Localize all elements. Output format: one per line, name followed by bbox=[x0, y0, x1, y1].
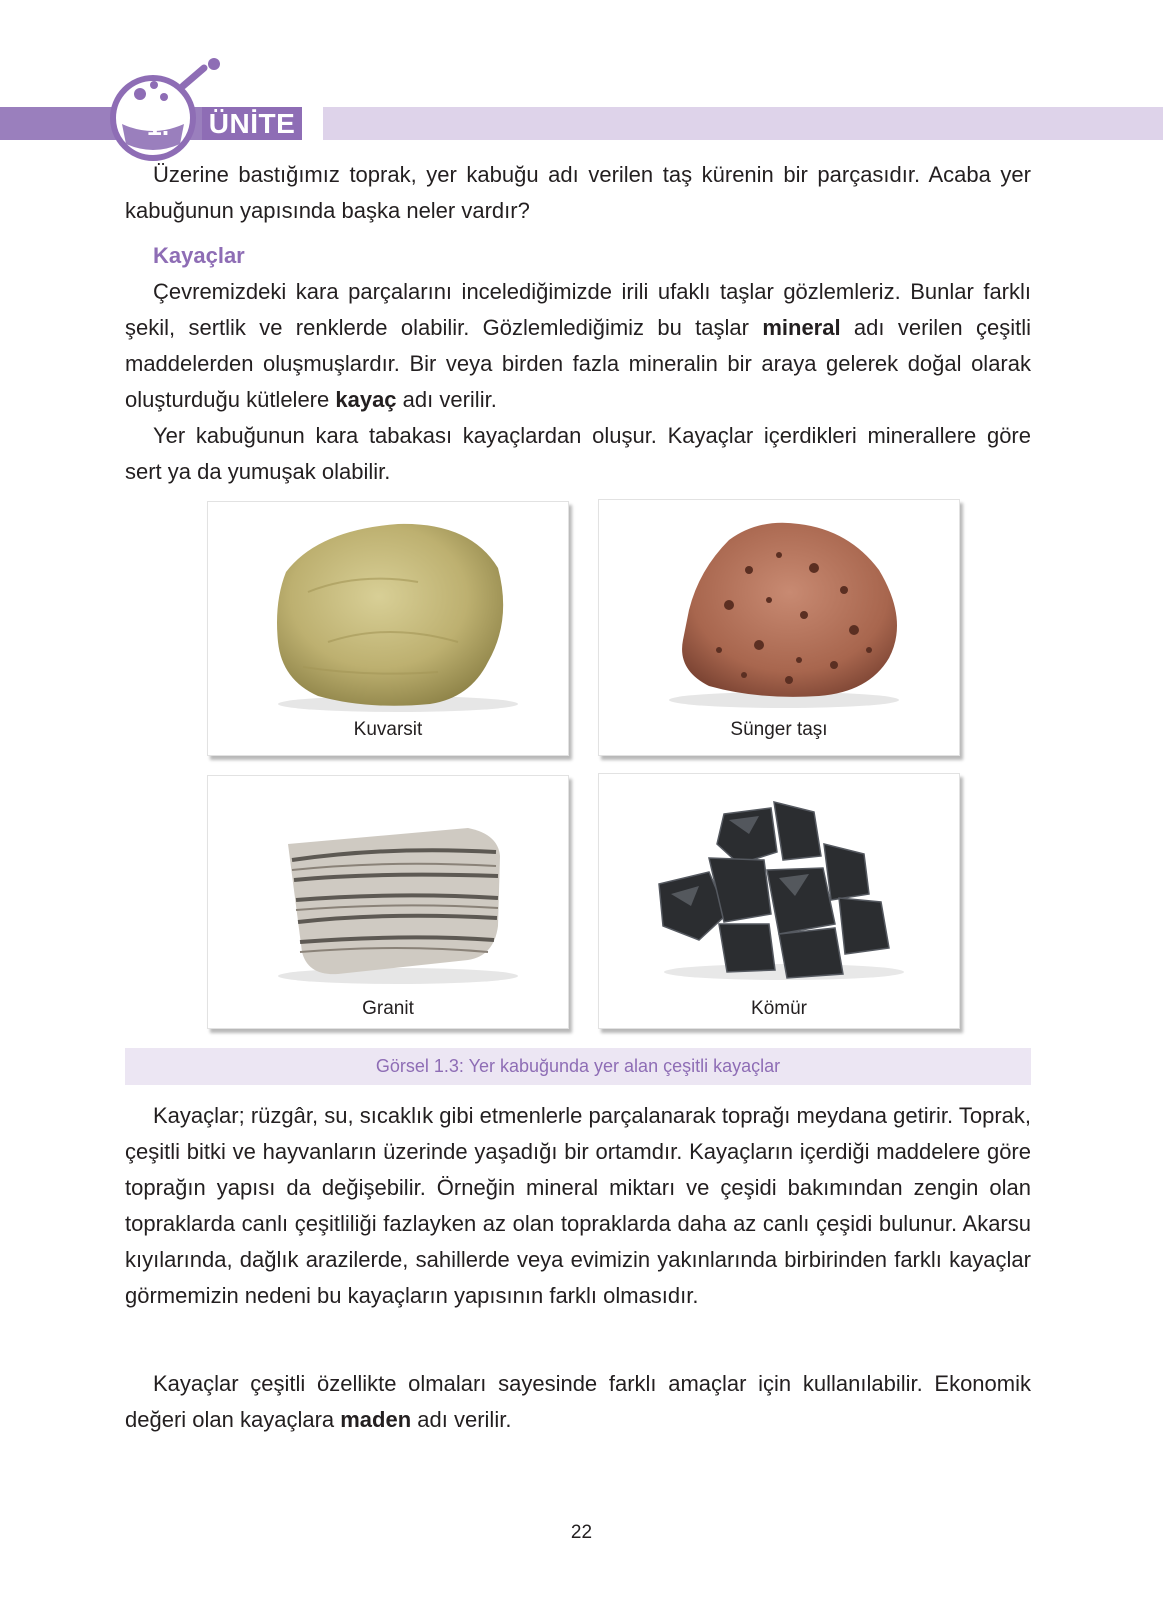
card-caption: Kuvarsit bbox=[353, 719, 423, 740]
section-heading: Kayaçlar bbox=[153, 243, 245, 268]
rock-card-granit bbox=[207, 775, 569, 1029]
card-caption: Kömür bbox=[751, 998, 807, 1019]
card-caption: Sünger taşı bbox=[730, 719, 828, 740]
unit-label: ÜNİTE bbox=[202, 107, 302, 140]
rock-card-sunger-tasi bbox=[598, 499, 960, 756]
page-number: 22 bbox=[570, 1522, 593, 1543]
soil-paragraph: Kayaçlar; rüzgâr, su, sıcaklık gibi etmenlerle parçalanarak toprağı meydana getirir. Toprak, çeşitli bitki ve hayvanların üzerinde yaşadığı bir ortamdır. Kayaçların içerdiği maddelere göre toprağın yapısı da değişebilir. Örneğin mineral miktarı ve çeşidi bakımından zengin olan topraklarda canlı çeşitliliği fazlayken az olan topraklarda daha az canlı çeşidi bulunur. Akarsu kıyılarında, dağlık arazilerde, sahillerde veya evimizin yakınlarında birbirinden farklı kayaçlar görmemizin nedeni bu kayaçların yapısının farklı olmasıdır. bbox=[125, 1103, 1031, 1308]
figure-caption: Görsel 1.3: Yer kabuğunda yer alan çeşitli kayaçlar bbox=[125, 1048, 1031, 1085]
kuvarsit-image bbox=[208, 502, 568, 755]
intro-paragraph: Üzerine bastığımız toprak, yer kabuğu adı verilen taş kürenin bir parçasıdır. Acaba yer kabuğunun yapısında başka neler vardır? bbox=[125, 162, 1031, 223]
term-kayac: kayaç bbox=[335, 387, 397, 412]
unit-number: 1. bbox=[146, 111, 170, 141]
mineral-paragraph-part3: adı verilir. bbox=[396, 387, 497, 412]
mineral-paragraph bbox=[125, 274, 1031, 418]
granit-image bbox=[208, 776, 568, 1028]
rock-card-kuvarsit bbox=[207, 501, 569, 756]
card-caption: Granit bbox=[362, 998, 414, 1019]
maden-paragraph-part1: Kayaçlar çeşitli özellikte olmaları sayesinde farklı amaçlar için kullanılabilir. Ekonomik değeri olan kayaçlara bbox=[125, 1371, 1031, 1432]
mineral-paragraph-part1: Çevremizdeki kara parçalarını incelediğimizde irili ufaklı taşlar gözlemleriz. Bunlar farklı şekil, sertlik ve renklerde olabilir. Gözlemlediğimiz bu taşlar bbox=[125, 279, 1031, 340]
sunger-tasi-image bbox=[599, 500, 959, 755]
maden-paragraph-part2: adı verilir. bbox=[411, 1407, 512, 1432]
term-maden: maden bbox=[340, 1407, 412, 1432]
mineral-paragraph-part2: adı verilen çeşitli maddelerden oluşmuşlardır. Bir veya birden fazla mineralin bir araya gelerek doğal olarak oluşturduğu kütlelere bbox=[125, 315, 1031, 412]
komur-image bbox=[599, 774, 959, 1028]
crust-paragraph: Yer kabuğunun kara tabakası kayaçlardan oluşur. Kayaçlar içerdikleri minerallere göre sert ya da yumuşak olabilir. bbox=[125, 423, 1031, 484]
maden-paragraph bbox=[125, 1366, 1031, 1438]
unit-header-band-right bbox=[323, 107, 1163, 140]
rock-card-komur bbox=[598, 773, 960, 1029]
term-mineral: mineral bbox=[762, 315, 841, 340]
